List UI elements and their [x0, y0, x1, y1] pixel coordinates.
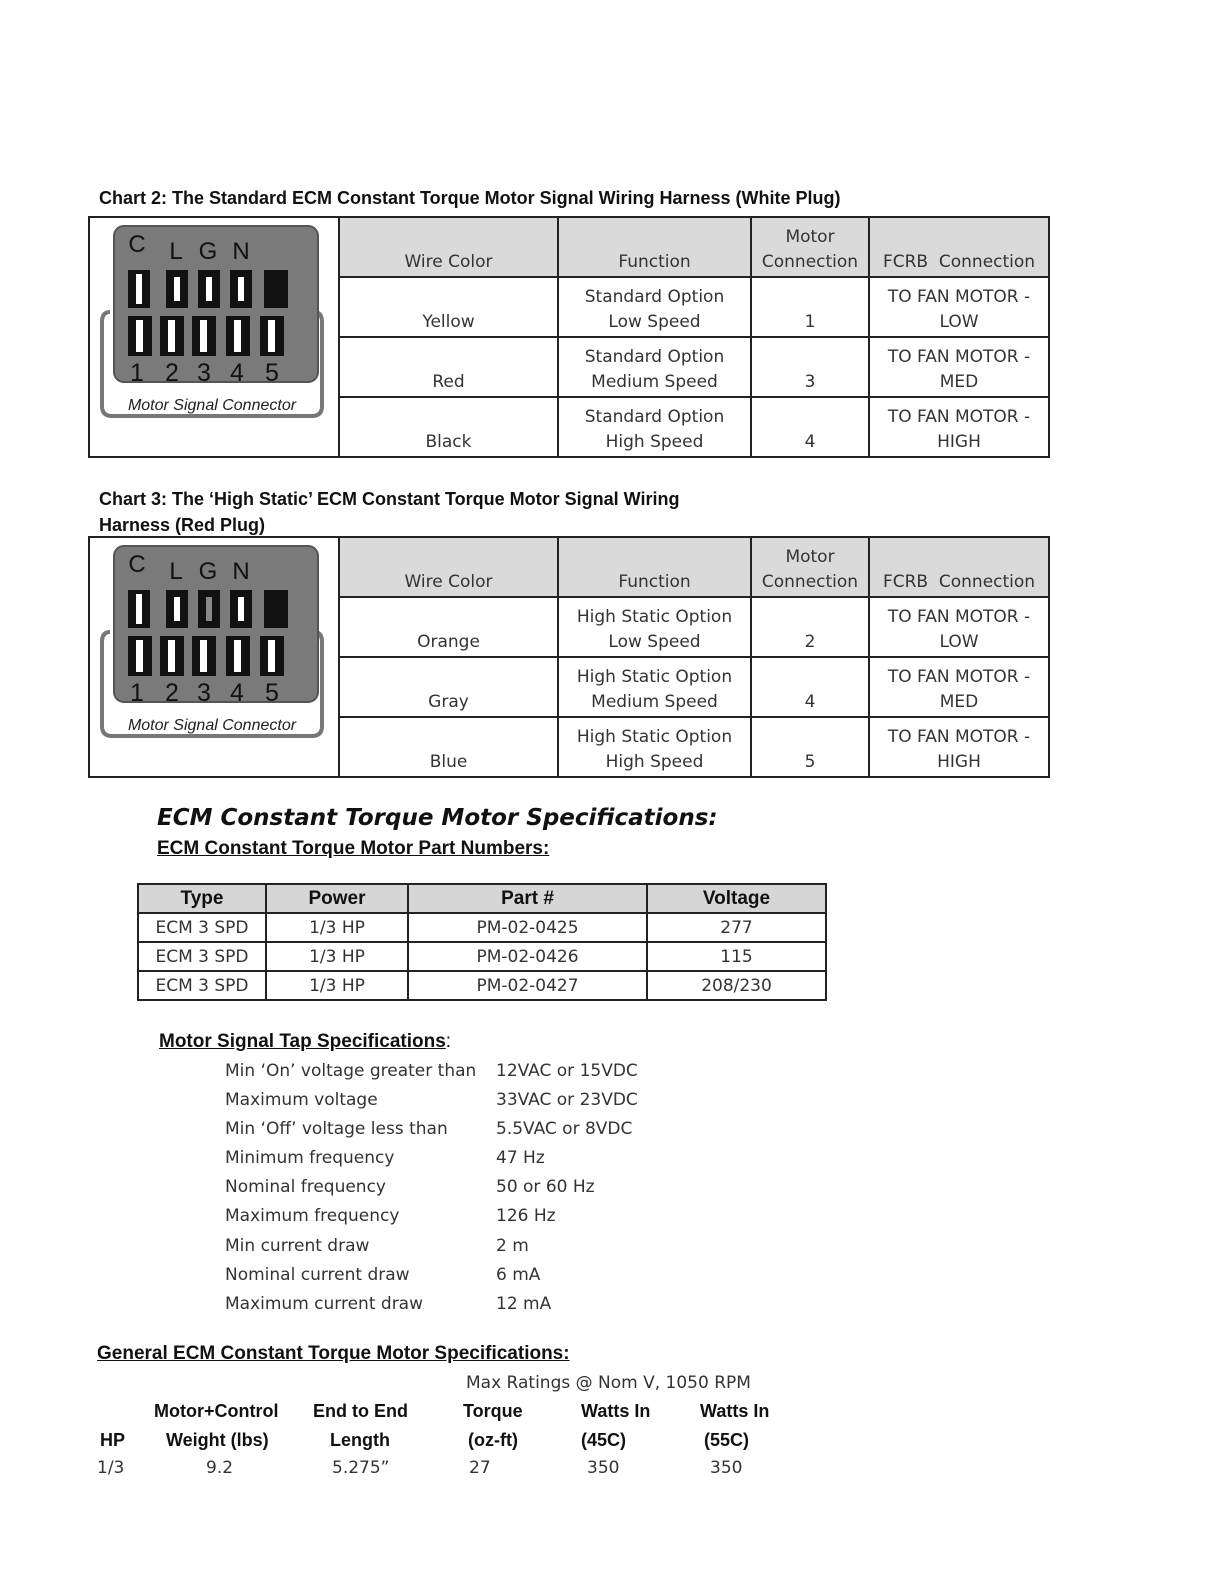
general-value: 9.2 [206, 1458, 234, 1478]
general-value: 350 [587, 1458, 620, 1478]
connector-number: 2 [165, 359, 179, 387]
header-wire-color: Wire Color [339, 217, 558, 277]
fcrb-connection: TO FAN MOTOR - MED [869, 337, 1049, 397]
connector-letter: G [198, 238, 218, 265]
cell-power: 1/3 HP [266, 942, 408, 971]
connector-number: 1 [130, 359, 144, 387]
chart2-table [88, 216, 1050, 458]
list-item: Maximum voltage 33VAC or 23VDC [225, 1090, 638, 1111]
cell-power: 1/3 HP [266, 913, 408, 942]
list-item: Nominal frequency 50 or 60 Hz [225, 1177, 595, 1198]
function: High Static Option Low Speed [558, 597, 751, 657]
general-header: Watts In [581, 1401, 651, 1421]
general-header: (oz-ft) [468, 1430, 518, 1450]
connector-number: 4 [230, 359, 244, 387]
fcrb-connection: TO FAN MOTOR - LOW [869, 597, 1049, 657]
wire-color: Black [339, 397, 558, 457]
general-header: Weight (lbs) [166, 1430, 269, 1450]
general-specs-title: General ECM Constant Torque Motor Specifications: [97, 1343, 570, 1364]
motor-connection: 4 [751, 657, 869, 717]
connector-number: 2 [165, 679, 179, 707]
connector-label: Motor Signal Connector [127, 397, 297, 414]
wire-color: Blue [339, 717, 558, 777]
header-type: Type [138, 884, 266, 913]
connector-letter: C [128, 231, 146, 258]
general-value: 5.275” [332, 1458, 390, 1478]
specs-title: ECM Constant Torque Motor Specifications: [157, 805, 718, 831]
wire-color: Red [339, 337, 558, 397]
general-header: (55C) [704, 1430, 750, 1450]
connector-number: 5 [265, 359, 279, 387]
cell-part: PM-02-0427 [408, 971, 647, 1000]
cell-type: ECM 3 SPD [138, 971, 266, 1000]
list-item: Maximum frequency 126 Hz [225, 1206, 556, 1227]
fcrb-connection: TO FAN MOTOR - HIGH [869, 717, 1049, 777]
fcrb-connection: TO FAN MOTOR - MED [869, 657, 1049, 717]
connector-number: 3 [197, 359, 211, 387]
header-function: Function [558, 217, 751, 277]
table-row [138, 913, 826, 942]
motor-connection: 2 [751, 597, 869, 657]
cell-part: PM-02-0426 [408, 942, 647, 971]
header-function: Function [558, 537, 751, 597]
connector-letter: C [128, 551, 146, 578]
cell-type: ECM 3 SPD [138, 913, 266, 942]
part-numbers-title: ECM Constant Torque Motor Part Numbers: [157, 838, 550, 859]
general-header: End to End [313, 1401, 408, 1421]
table-row [138, 971, 826, 1000]
general-value: 350 [710, 1458, 743, 1478]
general-header: Torque [463, 1401, 523, 1421]
motor-connection: 4 [751, 397, 869, 457]
function: High Static Option High Speed [558, 717, 751, 777]
header-fcrb-connection: FCRB Connection [869, 217, 1049, 277]
cell-voltage: 277 [647, 913, 826, 942]
connector-letter: N [232, 238, 250, 265]
cell-power: 1/3 HP [266, 971, 408, 1000]
chart3-caption: Chart 3: The ‘High Static’ ECM Constant Torque Motor Signal Wiring Harness (Red Plug) [99, 489, 680, 535]
list-item: Min ‘Off’ voltage less than 5.5VAC or 8VDC [225, 1119, 633, 1140]
connector-number: 4 [230, 679, 244, 707]
connector-letter: N [232, 558, 250, 585]
chart2-caption: Chart 2: The Standard ECM Constant Torque Motor Signal Wiring Harness (White Plug) [99, 188, 841, 208]
connector-cell [89, 217, 339, 457]
connector-cell [89, 537, 339, 777]
header-motor-connection: Motor Connection [751, 537, 869, 597]
general-header: HP [100, 1430, 126, 1450]
cell-part: PM-02-0425 [408, 913, 647, 942]
connector-letter: L [169, 238, 183, 265]
cell-type: ECM 3 SPD [138, 942, 266, 971]
tap-specs-list [225, 1057, 745, 1319]
header-part: Part # [408, 884, 647, 913]
function: High Static Option Medium Speed [558, 657, 751, 717]
general-value: 1/3 [97, 1458, 125, 1478]
header-wire-color: Wire Color [339, 537, 558, 597]
connector-number: 1 [130, 679, 144, 707]
general-header: Length [330, 1430, 390, 1450]
wire-color: Yellow [339, 277, 558, 337]
motor-signal-connector-icon [96, 224, 332, 450]
list-item: Maximum current draw 12 mA [225, 1293, 552, 1314]
chart3-table [88, 536, 1050, 778]
header-motor-connection: Motor Connection [751, 217, 869, 277]
general-header: Motor+Control [154, 1401, 279, 1421]
general-header: (45C) [581, 1430, 627, 1450]
general-value: 27 [469, 1458, 491, 1478]
function: Standard Option Medium Speed [558, 337, 751, 397]
list-item: Nominal current draw 6 mA [225, 1264, 541, 1285]
wire-color: Gray [339, 657, 558, 717]
function: Standard Option Low Speed [558, 277, 751, 337]
connector-number: 5 [265, 679, 279, 707]
fcrb-connection: TO FAN MOTOR - LOW [869, 277, 1049, 337]
list-item: Minimum frequency 47 Hz [225, 1148, 545, 1169]
connector-label: Motor Signal Connector [127, 717, 297, 734]
part-numbers-table [137, 883, 827, 1001]
motor-connection: 3 [751, 337, 869, 397]
table-row [138, 942, 826, 971]
cell-voltage: 208/230 [647, 971, 826, 1000]
motor-connection: 1 [751, 277, 869, 337]
fcrb-connection: TO FAN MOTOR - HIGH [869, 397, 1049, 457]
motor-connection: 5 [751, 717, 869, 777]
list-item: Min ‘On’ voltage greater than 12VAC or 15VDC [225, 1061, 638, 1081]
connector-number: 3 [197, 679, 211, 707]
max-ratings-label: Max Ratings @ Nom V, 1050 RPM [466, 1373, 751, 1393]
tap-specs-title: Motor Signal Tap Specifications: [159, 1031, 452, 1052]
cell-voltage: 115 [647, 942, 826, 971]
connector-letter: G [198, 558, 218, 585]
header-power: Power [266, 884, 408, 913]
motor-signal-connector-icon [96, 544, 332, 770]
header-fcrb-connection: FCRB Connection [869, 537, 1049, 597]
connector-letter: L [169, 558, 183, 585]
function: Standard Option High Speed [558, 397, 751, 457]
list-item: Min current draw 2 m [225, 1235, 529, 1256]
general-header: Watts In [700, 1401, 770, 1421]
header-voltage: Voltage [647, 884, 826, 913]
wire-color: Orange [339, 597, 558, 657]
